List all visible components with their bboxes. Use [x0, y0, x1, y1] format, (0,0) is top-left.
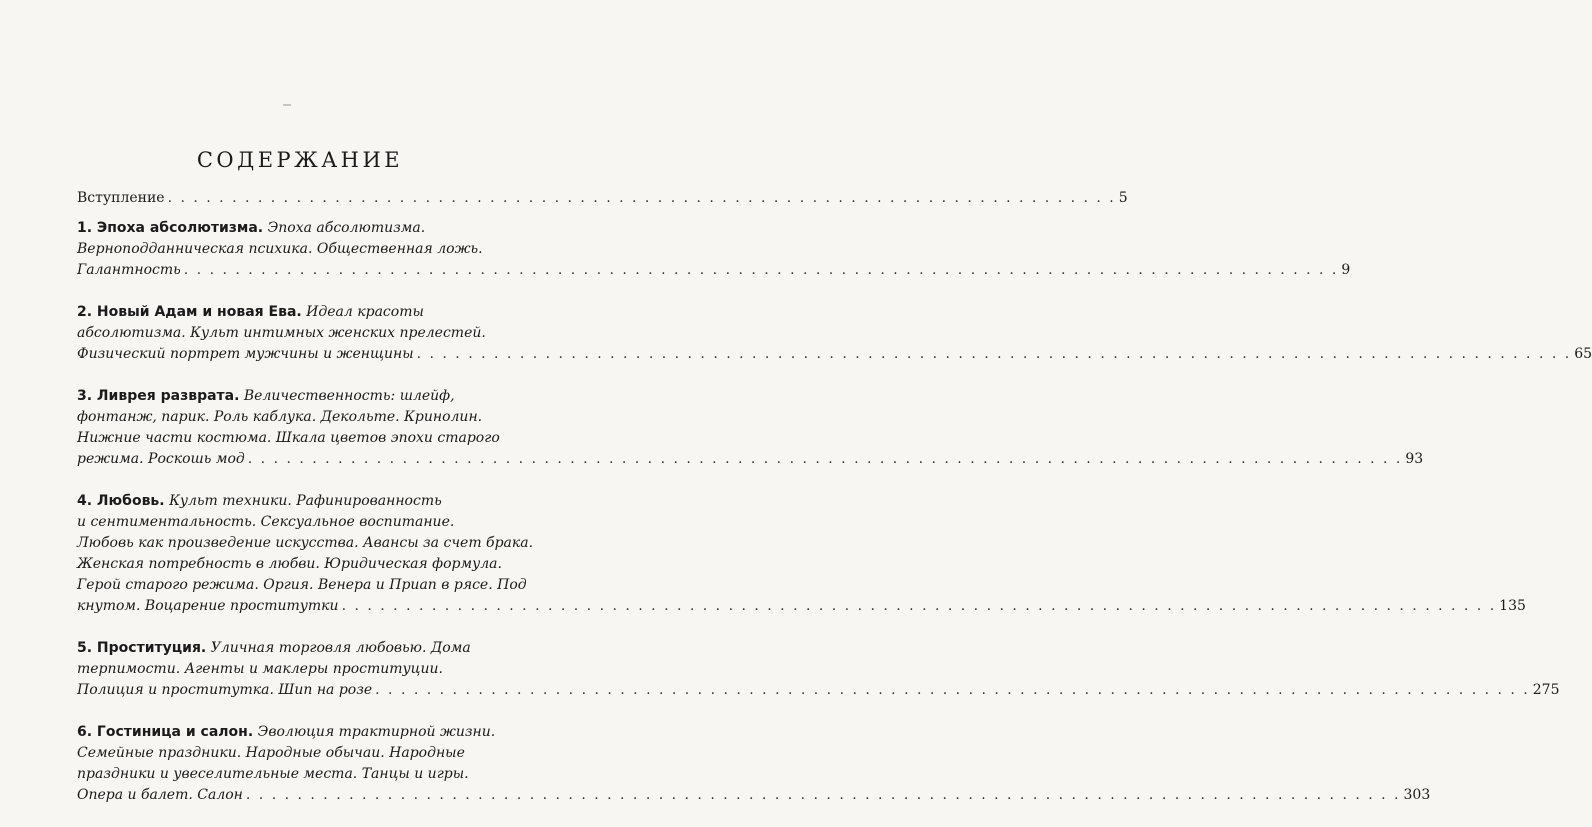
chapter-title: 5. Проституция. — [77, 640, 207, 656]
toc-entry-chapter-5 — [77, 638, 1560, 701]
toc-entry-chapter-4 — [77, 491, 1526, 617]
dot-leader: . . . . . . . . . . . . . . . . . . . . . . . . . . . . . . . . . . . . . . . . . . . . . . . . . . . . . . . . . . . . . . . . . . . . . . . . . . . . . . . . . . . . . . . . . . — [245, 787, 1401, 803]
toc-entry-chapter-6 — [77, 722, 1431, 806]
toc-entry-chapter-2 — [77, 302, 1592, 365]
dot-leader: . . . . . . . . . . . . . . . . . . . . . . . . . . . . . . . . . . . . . . . . . . . . . . . . . . . . . . . . . . . . . . . . . . . . . . . . . . . . . . . . . . . . . . . . . . — [416, 346, 1572, 362]
chapter-subtopics-line: Семейные праздники. Народные обычаи. Народные — [77, 745, 465, 761]
chapter-subtopics-line: режима. Роскошь мод — [77, 451, 245, 467]
page-number: 65 — [1574, 346, 1592, 362]
chapter-subtopics-line: кнутом. Воцарение проститутки — [77, 598, 339, 614]
chapter-subtopics-line: Величественность: шлейф, — [243, 388, 455, 404]
chapter-subtopics-line: Герой старого режима. Оргия. Венера и Приап в рясе. Под — [77, 577, 527, 593]
chapter-subtopics-line: Физический портрет мужчины и женщины — [77, 346, 414, 362]
dot-leader: . . . . . . . . . . . . . . . . . . . . . . . . . . . . . . . . . . . . . . . . . . . . . . . . . . . . . . . . . . . . . . . . . . . . . . . . . . . . . . . . . . . . . . . . . . — [247, 451, 1403, 467]
chapter-subtopics-line: Любовь как произведение искусства. Авансы за счет брака. — [77, 535, 534, 551]
chapter-subtopics-line: Верноподданническая психика. Общественная ложь. — [77, 241, 483, 257]
chapter-subtopics-line: терпимости. Агенты и маклеры проституции. — [77, 661, 443, 677]
page-number: 93 — [1405, 451, 1424, 467]
page-number: 135 — [1499, 598, 1526, 614]
dot-leader: . . . . . . . . . . . . . . . . . . . . . . . . . . . . . . . . . . . . . . . . . . . . . . . . . . . . . . . . . . . . . . . . . . . . . . . . . . . . . . . . . . . . . . . . . . — [183, 262, 1339, 278]
chapter-subtopics-line: Опера и балет. Салон — [77, 787, 243, 803]
toc-entry-chapter-1 — [77, 218, 1351, 281]
chapter-subtopics-line: Женская потребность в любви. Юридическая формула. — [77, 556, 502, 572]
dot-leader: . . . . . . . . . . . . . . . . . . . . . . . . . . . . . . . . . . . . . . . . . . . . . . . . . . . . . . . . . . . . . . . . . . . . . . . . . . . . . . . . . . . . . . . . . . — [341, 598, 1497, 614]
chapter-subtopics-line: Культ техники. Рафинированность — [169, 493, 442, 509]
chapter-subtopics-line: Полиция и проститутка. Шип на розе — [77, 682, 373, 698]
dot-leader: . . . . . . . . . . . . . . . . . . . . . . . . . . . . . . . . . . . . . . . . . . . . . . . . . . . . . . . . . . . . . . . . . . . . . . . . . . — [167, 190, 1116, 206]
chapter-list — [77, 218, 1592, 806]
page-number: 5 — [1118, 190, 1128, 206]
chapter-subtopics-line: Галантность — [77, 262, 181, 278]
table-of-contents — [77, 188, 1592, 827]
chapter-title: 3. Ливрея разврата. — [77, 388, 240, 404]
page-number: 275 — [1532, 682, 1560, 698]
chapter-title: 4. Любовь. — [77, 493, 165, 509]
chapter-title: 2. Новый Адам и новая Ева. — [77, 304, 302, 320]
chapter-subtopics-line: Эпоха абсолютизма. — [267, 220, 426, 236]
dot-leader: . . . . . . . . . . . . . . . . . . . . . . . . . . . . . . . . . . . . . . . . . . . . . . . . . . . . . . . . . . . . . . . . . . . . . . . . . . . . . . . . . . . . . . . . . . — [375, 682, 1530, 698]
chapter-subtopics-line: абсолютизма. Культ интимных женских прелестей. — [77, 325, 486, 341]
toc-entry-intro — [77, 188, 1128, 209]
toc-entry-chapter-3 — [77, 386, 1424, 470]
page-mark — [283, 104, 291, 106]
chapter-subtopics-line: Идеал красоты — [306, 304, 424, 320]
page-number: 303 — [1403, 787, 1431, 803]
page-number: 9 — [1341, 262, 1351, 278]
chapter-subtopics-line: Эволюция трактирной жизни. — [257, 724, 496, 740]
chapter-subtopics-line: Нижние части костюма. Шкала цветов эпохи старого — [77, 430, 500, 446]
chapter-title: 1. Эпоха абсолютизма. — [77, 220, 264, 236]
chapter-subtopics-line: и сентиментальность. Сексуальное воспитание. — [77, 514, 455, 530]
chapter-subtopics-line: праздники и увеселительные места. Танцы и игры. — [77, 766, 469, 782]
page-title: СОДЕРЖАНИЕ — [196, 148, 404, 172]
toc-intro-label: Вступление — [77, 190, 165, 206]
chapter-subtopics-line: фонтанж, парик. Роль каблука. Декольте. Кринолин. — [77, 409, 483, 425]
chapter-subtopics-line: Уличная торговля любовью. Дома — [210, 640, 471, 656]
chapter-title: 6. Гостиница и салон. — [77, 724, 254, 740]
